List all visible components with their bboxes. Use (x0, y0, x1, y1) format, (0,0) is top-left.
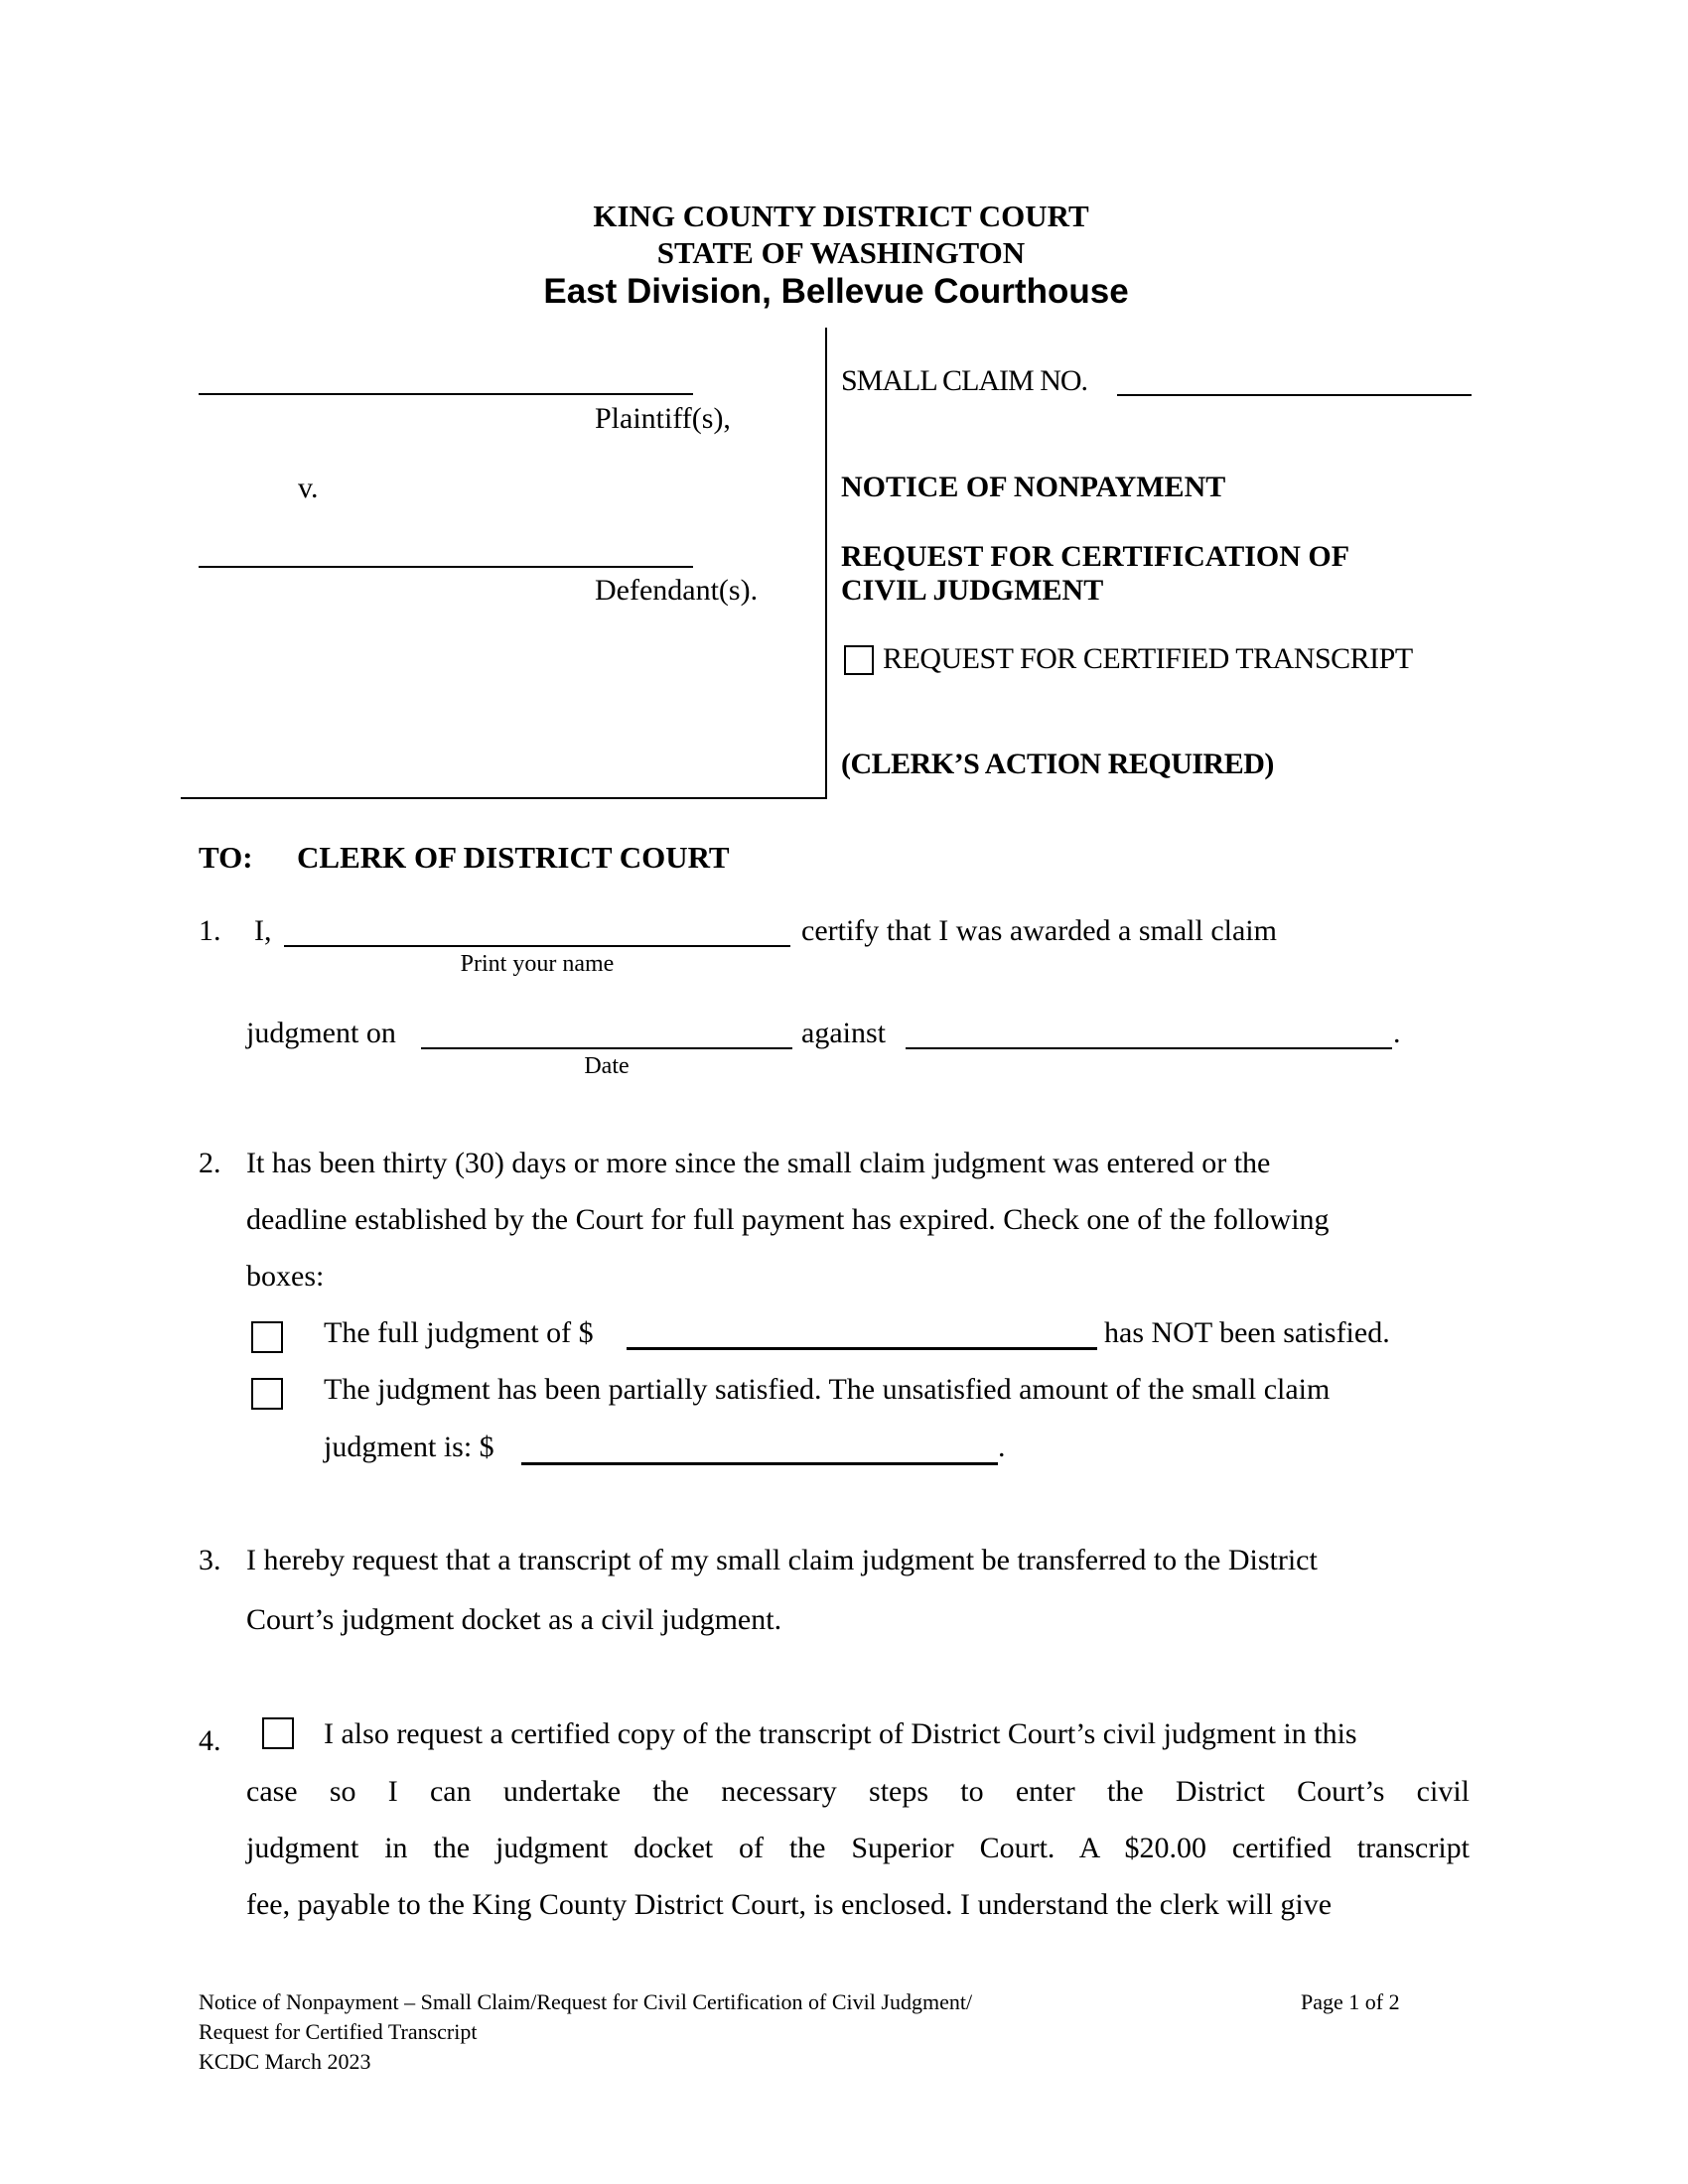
item2-line3: boxes: (246, 1260, 325, 1293)
request-title-line1: REQUEST FOR CERTIFICATION OF (841, 540, 1350, 573)
item4-line1: I also request a certified copy of the transcript of District Court’s civil judgment in this (324, 1717, 1357, 1750)
footer-page-number: Page 1 of 2 (1301, 1989, 1400, 2014)
full-judgment-unsatisfied-checkbox[interactable] (251, 1321, 283, 1353)
versus-label: v. (298, 472, 319, 504)
item4-line4: fee, payable to the King County District Court, is enclosed. I understand the clerk will give (246, 1888, 1333, 1921)
judgment-date-hint: Date (584, 1053, 630, 1079)
item1-certify-text: certify that I was awarded a small claim (801, 914, 1277, 947)
plaintiff-name-line[interactable] (199, 393, 693, 395)
unsatisfied-amount-line[interactable] (521, 1462, 998, 1465)
to-recipient: CLERK OF DISTRICT COURT (297, 840, 730, 875)
full-judgment-suffix: has NOT been satisfied. (1104, 1316, 1390, 1349)
division-name: East Division, Bellevue Courthouse (543, 272, 1129, 311)
judgment-on-label: judgment on (246, 1017, 396, 1049)
partially-satisfied-line1: The judgment has been partially satisfied. The unsatisfied amount of the small claim (324, 1373, 1331, 1406)
item4-line3: judgment in the judgment docket of the Superior Court. A $20.00 certified transcript (246, 1832, 1470, 1864)
item4-line2: case so I can undertake the necessary steps to enter the District Court’s civil (246, 1775, 1470, 1808)
plaintiff-label: Plaintiff(s), (595, 402, 731, 435)
defendant-label: Defendant(s). (595, 574, 759, 607)
certified-transcript-checkbox[interactable] (844, 645, 874, 675)
clerk-action-note: (CLERK’S ACTION REQUIRED) (841, 748, 1274, 780)
caption-vertical-divider (825, 328, 827, 799)
small-claim-no-line[interactable] (1117, 394, 1472, 396)
court-name: KING COUNTY DISTRICT COURT (593, 199, 1089, 233)
unsatisfied-amount-period: . (998, 1431, 1006, 1463)
item3-line1: I hereby request that a transcript of my small claim judgment be transferred to the District (246, 1544, 1318, 1576)
small-claim-no-label: SMALL CLAIM NO. (841, 364, 1088, 397)
certified-transcript-label: REQUEST FOR CERTIFIED TRANSCRIPT (883, 642, 1413, 675)
caption-bottom-rule (181, 797, 827, 799)
request-title-line2: CIVIL JUDGMENT (841, 574, 1104, 607)
item2-number: 2. (199, 1147, 221, 1179)
certified-copy-checkbox[interactable] (262, 1717, 294, 1749)
to-label: TO: (199, 840, 253, 875)
item2-line1: It has been thirty (30) days or more since the small claim judgment was entered or the (246, 1147, 1271, 1179)
print-name-line[interactable] (284, 945, 790, 947)
item1-number: 1. (199, 914, 221, 947)
partially-satisfied-checkbox[interactable] (251, 1378, 283, 1410)
state-name: STATE OF WASHINGTON (656, 235, 1026, 270)
item3-line2: Court’s judgment docket as a civil judgment. (246, 1603, 782, 1636)
item3-number: 3. (199, 1544, 221, 1576)
against-party-line[interactable] (906, 1047, 1392, 1049)
notice-title: NOTICE OF NONPAYMENT (841, 471, 1226, 503)
full-judgment-prefix: The full judgment of $ (324, 1316, 594, 1349)
footer-form-title-line2: Request for Certified Transcript (199, 2019, 478, 2044)
footer-form-version: KCDC March 2023 (199, 2049, 371, 2074)
print-name-hint: Print your name (460, 951, 615, 977)
full-judgment-amount-line[interactable] (627, 1347, 1097, 1350)
item1-period: . (1393, 1017, 1401, 1049)
against-label: against (801, 1017, 886, 1049)
item4-number: 4. (199, 1724, 221, 1757)
footer-form-title-line1: Notice of Nonpayment – Small Claim/Request for Civil Certification of Civil Judgment/ (199, 1989, 973, 2014)
item2-line2: deadline established by the Court for full payment has expired. Check one of the following (246, 1203, 1330, 1236)
item1-prefix: I, (254, 914, 272, 947)
defendant-name-line[interactable] (199, 566, 693, 568)
unsatisfied-amount-prefix: judgment is: $ (324, 1431, 494, 1463)
judgment-date-line[interactable] (421, 1047, 792, 1049)
